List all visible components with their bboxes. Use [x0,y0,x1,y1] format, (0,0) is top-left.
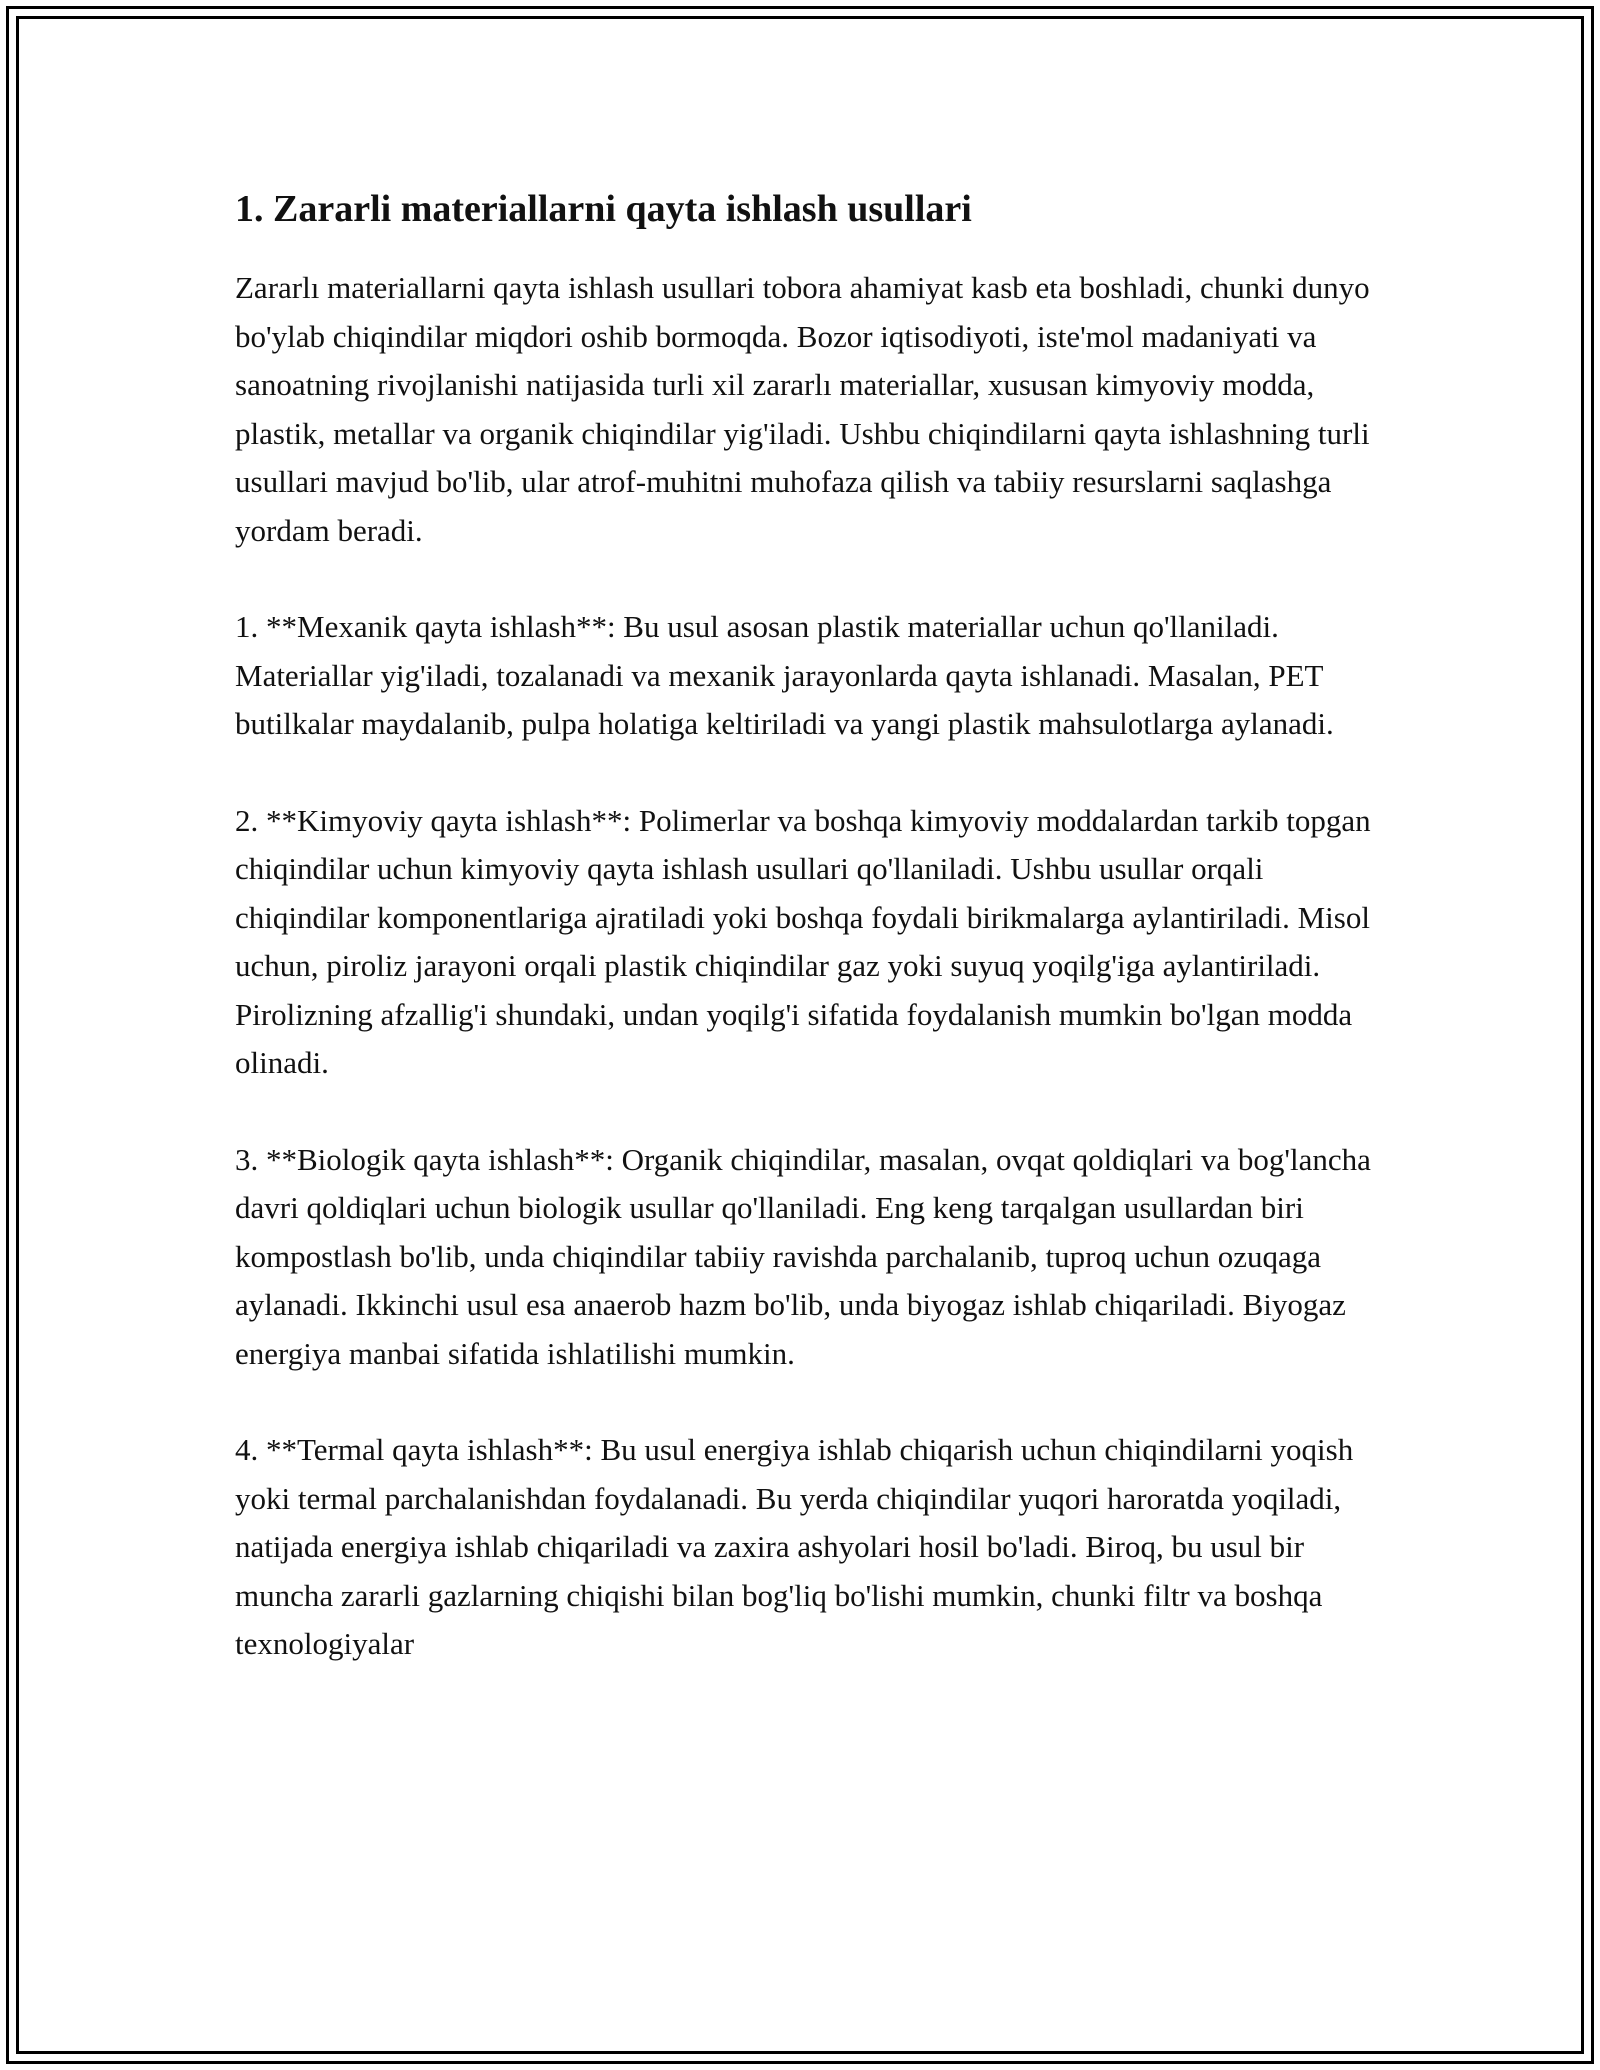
paragraph-chemical-recycling: 2. **Kimyoviy qayta ishlash**: Polimerlar va boshqa kimyoviy moddalardan tarkib topgan chiqindilar uchun kimyoviy qayta ishlash usullari qo'llaniladi. Ushbu usullar orqali chiqindilar komponentlariga ajratiladi yoki boshqa foydali birikmalarga aylantiriladi. Misol uchun, piroliz jarayoni orqali plastik chiqindilar gaz yoki suyuq yoqilg'iga aylantiriladi. Pirolizning afzallig'i shundaki, undan yoqilg'i sifatida foydalanish mumkin bo'lgan modda olinadi. [235,802,1371,1081]
section-heading: 1. Zararli materiallarni qayta ishlash usullari [235,188,972,230]
paragraph-thermal-recycling: 4. **Termal qayta ishlash**: Bu usul energiya ishlab chiqarish uchun chiqindilarni yoqish yoki termal parchalanishdan foydalanadi. Bu yerda chiqindilar yuqori haroratda yoqiladi, natijada energiya ishlab chiqariladi va zaxira ashyolari hosil bo'ladi. Biroq, bu usul bir muncha zararli gazlarning chiqishi bilan bog'liq bo'lishi mumkin, chunki filtr va boshqa texnologiyalar [235,1432,1354,1662]
paragraph-biological-recycling: 3. **Biologik qayta ishlash**: Organik chiqindilar, masalan, ovqat qoldiqlari va bog'lancha davri qoldiqlari uchun biologik usullar qo'llaniladi. Eng keng tarqalgan usullardan biri kompostlash bo'lib, unda chiqindilar tabiiy ravishda parchalanib, tuproq uchun ozuqaga aylanadi. Ikkinchi usul esa anaerob hazm bo'lib, unda biyogaz ishlab chiqariladi. Biyogaz energiya manbai sifatida ishlatilishi mumkin. [235,1141,1371,1371]
intro-paragraph: Zararlı materiallarni qayta ishlash usullari tobora ahamiyat kasb eta boshladi, chunki dunyo bo'ylab chiqindilar miqdori oshib bormoqda. Bozor iqtisodiyoti, iste'mol madaniyati va sanoatning rivojlanishi natijasida turli xil zararlı materiallar, xususan kimyoviy modda, plastik, metallar va organik chiqindilar yig'iladi. Ushbu chiqindilarni qayta ishlashning turli usullari mavjud bo'lib, ular atrof-muhitni muhofaza qilish va tabiiy resurslarni saqlashga yordam beradi. [235,270,1370,548]
paragraph-mechanical-recycling: 1. **Mexanik qayta ishlash**: Bu usul asosan plastik materiallar uchun qo'llaniladi. Materiallar yig'iladi, tozalanadi va mexanik jarayonlarda qayta ishlanadi. Masalan, PET butilkalar maydalanib, pulpa holatiga keltiriladi va yangi plastik mahsulotlarga aylanadi. [235,609,1334,742]
document-body [235,185,1375,1669]
